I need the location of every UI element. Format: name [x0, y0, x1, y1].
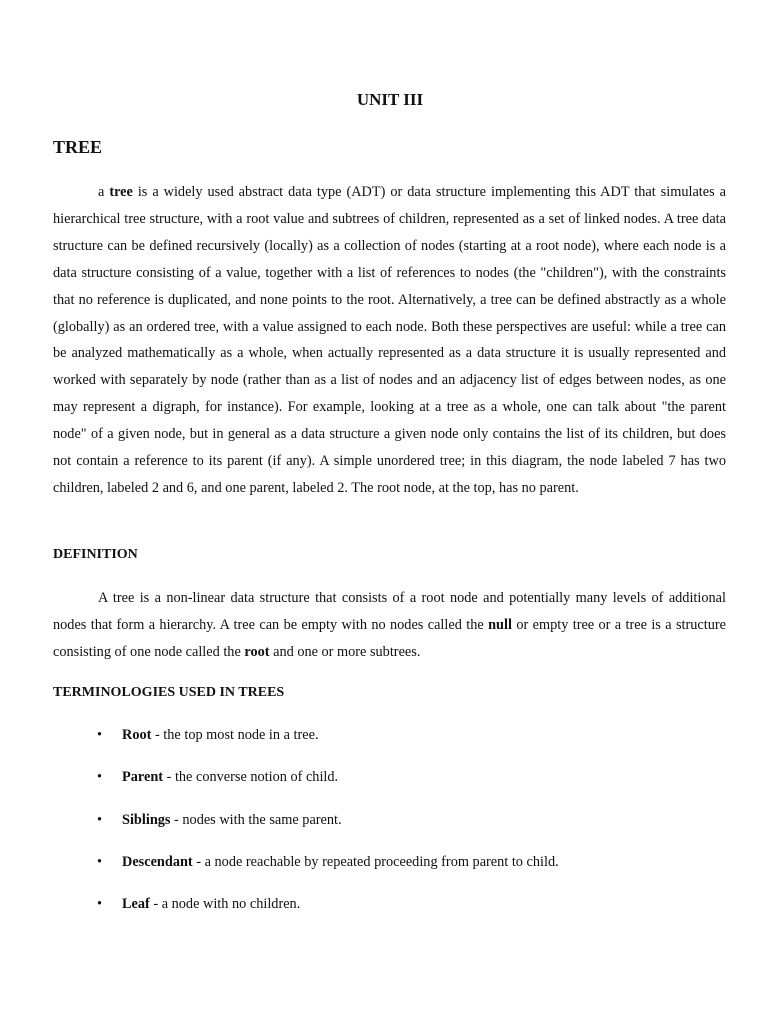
- tree-paragraph-text: is a widely used abstract data type (ADT) or data structure implementing this ADT that simulates a hierarchical tree structure, with a root value and subtrees of children, represented as a set of linked nodes. A tree data structure can be defined recursively (locally) as a collection of nodes (starting at a root node), where each node is a data structure consisting of a value, together with a list of references to nodes (the "children"), with the constraints that no reference is duplicated, and none points to the root. Alternatively, a tree can be defined abstractly as a whole (globally) as an ordered tree, with a value assigned to each node. Both these perspectives are useful: while a tree can be analyzed mathematically as a whole, when actually represented as a data structure it is usually represented and worked with separately by node (rather than as a list of nodes and an adjacency list of edges between nodes, as one may represent a digraph, for instance). For example, looking at a tree as a whole, one can talk about "the parent node" of a given node, but in general as a data structure a given node only contains the list of its children, but does not contain a reference to its parent (if any). A simple unordered tree; in this diagram, the node labeled 7 has two children, labeled 2 and 6, and one parent, labeled 2. The root node, at the top, has no parent.: [53, 184, 726, 496]
- list-item: [97, 727, 717, 744]
- term-description: - a node with no children.: [149, 896, 301, 912]
- tree-paragraph: [53, 179, 726, 502]
- bullet-icon: •: [97, 727, 103, 743]
- term-label: Parent: [122, 769, 164, 785]
- definition-paragraph-text: A tree is a non-linear data structure that consists of a root node and potentially many levels of additional nodes that form a hierarchy. A tree can be empty with no nodes called the: [53, 590, 726, 633]
- term-label: Descendant: [122, 854, 193, 870]
- list-item: [97, 896, 717, 913]
- definition-paragraph: [53, 585, 726, 666]
- bullet-icon: •: [97, 896, 103, 912]
- term-description: - nodes with the same parent.: [170, 812, 342, 828]
- section-title-tree: TREE: [53, 137, 103, 157]
- unit-title: UNIT III: [356, 90, 424, 109]
- term-description: - the converse notion of child.: [163, 769, 339, 785]
- list-item: [97, 769, 717, 786]
- root-keyword: root: [244, 643, 270, 660]
- term-label: Root: [122, 727, 152, 743]
- list-item: [97, 812, 717, 829]
- bullet-icon: •: [97, 769, 103, 785]
- null-keyword: null: [488, 616, 512, 633]
- definition-paragraph-text: and one or more subtrees.: [269, 643, 421, 660]
- term-description: - the top most node in a tree.: [151, 727, 319, 743]
- list-item: [97, 854, 717, 871]
- tree-keyword: tree: [109, 184, 133, 200]
- term-label: Siblings: [122, 812, 171, 828]
- section-title-terminologies: TERMINOLOGIES USED IN TREES: [53, 685, 285, 700]
- section-title-definition: DEFINITION: [53, 547, 138, 562]
- definition-paragraph-text: or empty tree or a tree is a structure consisting of one node called the: [53, 616, 726, 660]
- term-label: Leaf: [122, 896, 150, 912]
- tree-paragraph-text: a: [98, 184, 110, 200]
- term-description: - a node reachable by repeated proceeding from parent to child.: [192, 854, 559, 870]
- bullet-icon: •: [97, 812, 103, 828]
- bullet-icon: •: [97, 854, 103, 870]
